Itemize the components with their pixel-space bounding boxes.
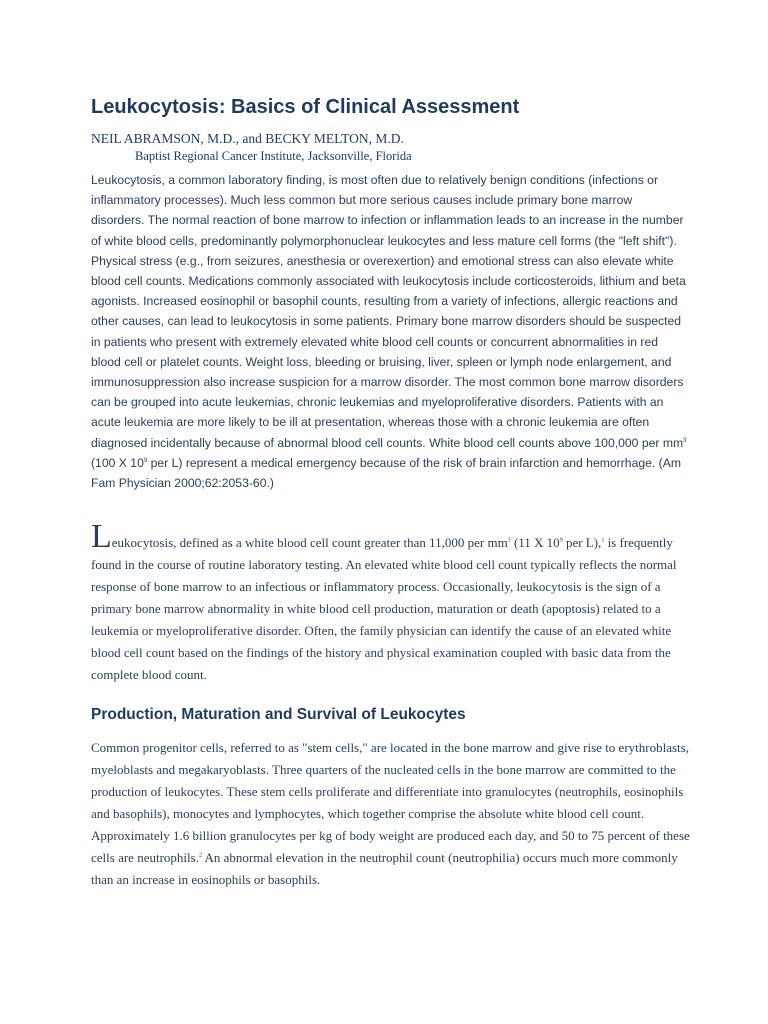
drop-cap: L	[91, 518, 112, 555]
intro-text-2: (11 X 10	[510, 535, 560, 550]
intro-paragraph	[91, 518, 688, 686]
section-text-2: An abnormal elevation in the neutrophil count (neutrophilia) occurs much more commonly than an increase in eosinophils or basophils.	[91, 850, 678, 887]
section-heading: Production, Maturation and Survival of Leukocytes	[91, 706, 466, 723]
intro-text-1: eukocytosis, defined as a white blood cell count greater than 11,000 per mm	[111, 535, 508, 550]
author-affiliation: Baptist Regional Cancer Institute, Jacksonville, Florida	[135, 149, 412, 163]
section-reference-superscript[interactable]: 2	[198, 852, 202, 859]
abstract-text-3: per L) represent a medical emergency because of the risk of brain infarction and hemorrhage. (Am Fam Physician 2000;62:2053-60.)	[91, 455, 682, 491]
abstract-text-1: Leukocytosis, a common laboratory finding, is most often due to relatively benign conditions (infections or inflammatory processes). Much less common but more serious causes include primary bone marrow disorders. The normal reaction of bone marrow to infection or inflammation leads to an increase in the number of white blood cells, predominantly polymorphonuclear leukocytes and less mature cell forms (the "left shift"). Physical stress (e.g., from seizures, anesthesia or overexertion) and emotional stress can also elevate white blood cell counts. Medications commonly associated with leukocytosis include corticosteroids, lithium and beta agonists. Increased eosinophil or basophil counts, resulting from a variety of infections, allergic reactions and other causes, can lead to leukocytosis in some patients. Primary bone marrow disorders should be suspected in patients who present with extremely elevated white blood cell counts or concurrent abnormalities in red blood cell or platelet counts. Weight loss, bleeding or bruising, liver, spleen or lymph node enlargement, and immunosuppression also increase suspicion for a marrow disorder. The most common bone marrow disorders can be grouped into acute leukemias, chronic leukemias and myeloproliferative disorders. Patients with an acute leukemia are more likely to be ill at presentation, whereas those with a chronic leukemia are often diagnosed incidentally because of abnormal blood cell counts. White blood cell counts above 100,000 per mm	[91, 173, 686, 450]
section-paragraph	[91, 737, 691, 891]
abstract-superscript-1: 3	[683, 437, 687, 444]
article-authors: NEIL ABRAMSON, M.D., and BECKY MELTON, M.D.	[91, 131, 404, 146]
article-title: Leukocytosis: Basics of Clinical Assessment	[91, 96, 520, 118]
section-text-1: Common progenitor cells, referred to as "stem cells," are located in the bone marrow and give rise to erythroblasts, myeloblasts and megakaryoblasts. Three quarters of the nucleated cells in the bone marrow are committed to the production of leukocytes. These stem cells proliferate and differentiate into granulocytes (neutrophils, eosinophils and basophils), monocytes and lymphocytes, which together comprise the absolute white blood cell count. Approximately 1.6 billion granulocytes per kg of body weight are produced each day, and 50 to 75 percent of these cells are neutrophils.	[91, 740, 690, 865]
intro-text-4: is frequently found in the course of routine laboratory testing. An elevated white blood cell count typically reflects the normal response of bone marrow to an infectious or inflammatory process. Occasionally, leukocytosis is the sign of a primary bone marrow abnormality in white blood cell production, maturation or death (apoptosis) related to a leukemia or myeloproliferative disorder. Often, the family physician can identify the cause of an elevated white blood cell count based on the findings of the history and physical examination coupled with basic data from the complete blood count.	[91, 535, 677, 682]
intro-superscript-2: 9	[559, 537, 563, 544]
abstract-paragraph	[91, 170, 688, 493]
abstract-superscript-2: 9	[143, 457, 148, 464]
intro-superscript-1: 3	[507, 537, 511, 544]
intro-text-3: per L),	[562, 535, 602, 550]
abstract-text-2: (100 X 10	[91, 455, 144, 470]
intro-reference-superscript[interactable]: 1	[601, 537, 605, 544]
